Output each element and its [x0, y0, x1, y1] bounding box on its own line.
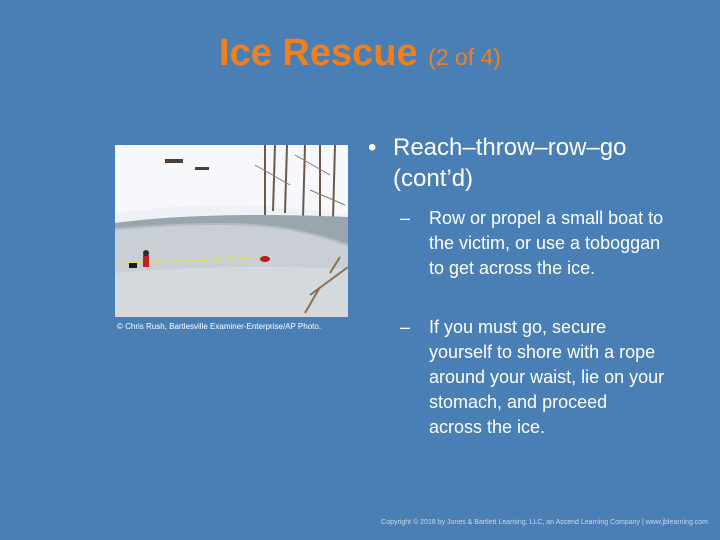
bullet-mark: • — [368, 134, 377, 161]
ice-rescue-illustration — [115, 145, 348, 317]
title-part-indicator: (2 of 4) — [428, 44, 501, 70]
sub-bullet-text: If you must go, secure yourself to shore with a rope around your waist, lie on your stomach, and proceed across the ice. — [429, 317, 665, 437]
sub-bullet-mark: – — [400, 208, 411, 228]
sub-bullet-mark: – — [400, 317, 411, 337]
copyright-footer: Copyright © 2018 by Jones & Bartlett Learning, LLC, an Ascend Learning Company | www.jblearning.com — [381, 519, 708, 526]
sub-bullet-secure — [400, 315, 665, 440]
sub-bullet-row — [400, 206, 665, 281]
slide-title — [0, 32, 720, 75]
sub-bullet-text: Row or propel a small boat to the victim, or use a toboggan to get across the ice. — [429, 208, 664, 278]
photo-credit: © Chris Rush, Bartlesville Examiner-Enterprise/AP Photo. — [117, 322, 322, 331]
ice-rescue-photo — [115, 145, 348, 317]
title-main: Ice Rescue — [219, 32, 418, 74]
bullet-text: Reach–throw–row–go (cont’d) — [393, 134, 627, 192]
main-bullet — [368, 132, 668, 194]
